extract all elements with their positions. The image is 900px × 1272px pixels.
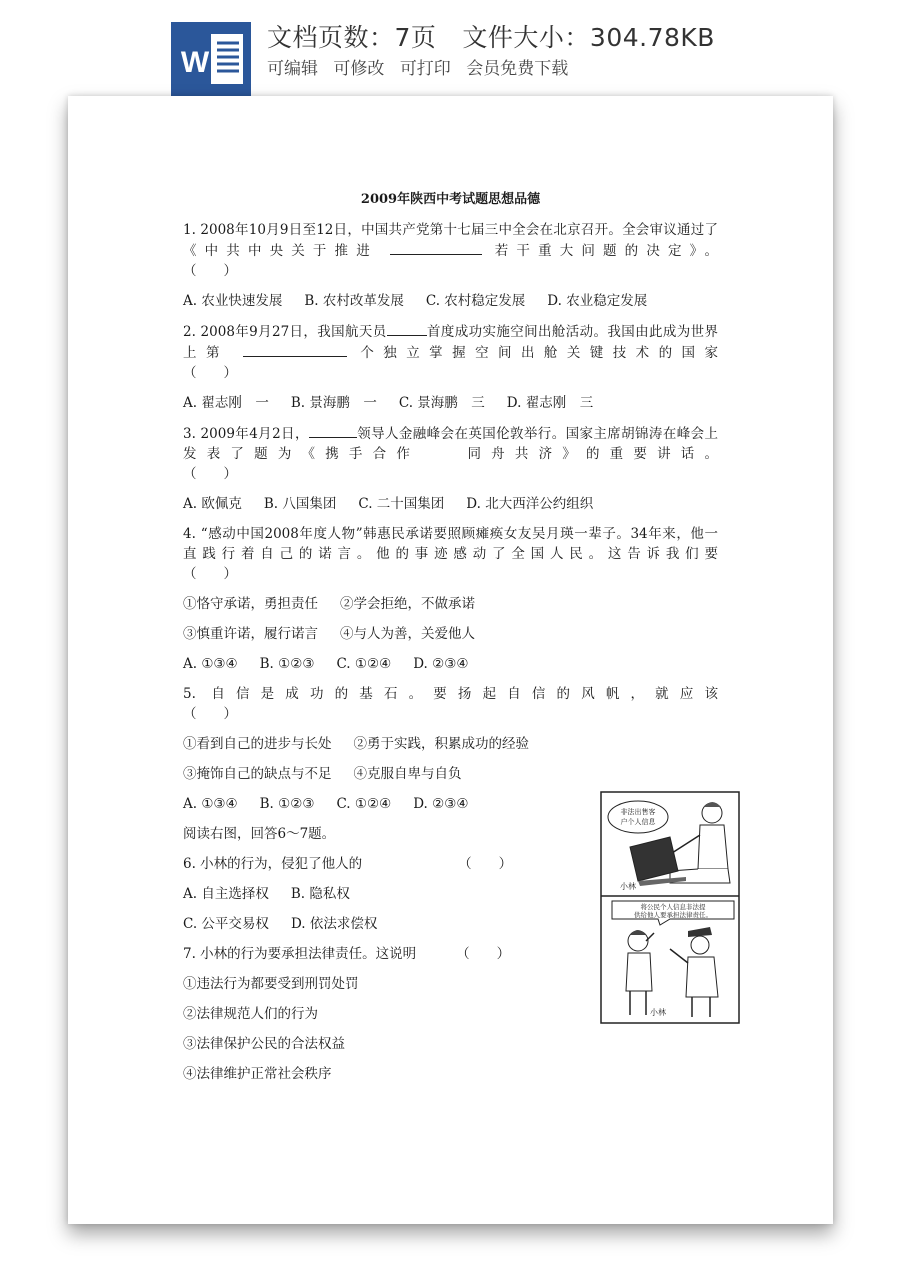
answer-blank — [309, 423, 357, 438]
bubble-top-line1: 非法出售客 — [620, 808, 656, 816]
bubble-bottom-line1: 将公民个人信息非法提 — [640, 903, 706, 911]
option-d: D. 依法求偿权 — [290, 916, 378, 932]
q5-line1: 5. 自信是成功的基石。要扬起自信的风帆，就应该 — [183, 686, 718, 702]
q4-line1: 4. “感动中国2008年度人物”韩惠民承诺要照顾瘫痪女友吴月瑛一辈子。34年来，他一 — [183, 526, 718, 542]
q4-line2: 直践行着自己的诺言。他的事迹感动了全国人民。这告诉我们要 — [183, 546, 718, 562]
question-1 — [183, 220, 718, 281]
q7-item-1: ①违法行为都要受到刑罚处罚 — [183, 976, 359, 992]
word-document-icon — [171, 22, 251, 96]
label-xiaolin-bottom: 小林 — [650, 1008, 666, 1017]
feature-editable: 可编辑 — [267, 59, 318, 79]
answer-paren: （ ） — [183, 263, 237, 279]
option-b: B. ①②③ — [259, 796, 315, 812]
question-3 — [183, 423, 718, 484]
answer-paren: （ ） — [183, 706, 237, 722]
option-b: B. 农村改革发展 — [304, 293, 404, 309]
q2-line1: 2. 2008年9月27日，我国航天员 首度成功实施空间出舱活动。我国由此成为世界 — [183, 321, 718, 342]
option-b: B. 八国集团 — [263, 496, 337, 512]
q2-options — [183, 393, 718, 413]
label-xiaolin-top: 小林 — [620, 882, 636, 891]
answer-blank — [390, 240, 482, 255]
question-2 — [183, 321, 718, 383]
q1-line1: 1. 2008年10月9日至12日，中国共产党第十七届三中全会在北京召开。全会审议通过了 — [183, 222, 718, 238]
option-c: C. ①②④ — [336, 796, 392, 812]
option-d: D. 北大西洋公约组织 — [466, 496, 594, 512]
svg-text:W: W — [180, 46, 210, 79]
q3-options — [183, 494, 718, 514]
question-7: 7. 小林的行为要承担法律责任。这说明 （ ） — [183, 946, 511, 962]
option-d: D. 翟志刚 三 — [506, 395, 594, 411]
q1-options — [183, 291, 718, 311]
option-c: C. 景海鹏 三 — [398, 395, 485, 411]
option-b: B. 隐私权 — [290, 886, 350, 902]
option-c: C. ①②④ — [336, 656, 392, 672]
feature-printable: 可打印 — [399, 59, 451, 79]
bubble-bottom-line2: 供给他人要承担法律责任。 — [634, 911, 712, 919]
answer-blank — [387, 321, 427, 336]
option-a: A. 欧佩克 — [183, 496, 242, 512]
answer-paren: （ ） — [456, 946, 511, 962]
option-a: A. ①③④ — [183, 796, 238, 812]
q3-line1: 3. 2009年4月2日， 领导人金融峰会在英国伦敦举行。国家主席胡锦涛在峰会上 — [183, 423, 718, 444]
feature-list — [267, 54, 578, 79]
option-a: A. 翟志刚 一 — [183, 395, 269, 411]
option-a: A. 农业快速发展 — [183, 293, 283, 309]
answer-paren: （ ） — [183, 566, 237, 582]
q3-line2: 发表了题为《携手合作 同舟共济》的重要讲话。 — [183, 446, 718, 462]
comic-illustration — [600, 791, 740, 1024]
statement: ③慎重许诺，履行诺言 — [183, 626, 318, 642]
statement: ③掩饰自己的缺点与不足 — [183, 766, 332, 782]
document-title: 2009年陕西中考试题思想品德 — [360, 192, 541, 207]
question-4 — [183, 524, 718, 584]
document-page — [68, 96, 833, 1224]
file-info-title — [267, 18, 715, 54]
q7-item-3: ③法律保护公民的合法权益 — [183, 1036, 345, 1052]
statement: ①恪守承诺，勇担责任 — [183, 596, 318, 612]
q4-statements-row2 — [183, 624, 718, 644]
option-a: A. ①③④ — [183, 656, 238, 672]
answer-paren: （ ） — [183, 365, 237, 381]
question-6: 6. 小林的行为，侵犯了他人的 （ ） — [183, 856, 513, 872]
q5-statements-row2 — [183, 764, 718, 784]
statement: ④克服自卑与自负 — [353, 766, 462, 782]
option-d: D. 农业稳定发展 — [547, 293, 648, 309]
statement: ①看到自己的进步与长处 — [183, 736, 332, 752]
q5-statements-row1 — [183, 734, 718, 754]
reading-instruction: 阅读右图，回答6～7题。 — [183, 826, 336, 842]
q7-item-4: ④法律维护正常社会秩序 — [183, 1066, 332, 1082]
answer-blank — [243, 342, 347, 357]
q2-line2: 上第 个独立掌握空间出舱关键技术的国家 — [183, 342, 718, 363]
feature-modifiable: 可修改 — [333, 59, 385, 79]
option-c: C. 农村稳定发展 — [425, 293, 526, 309]
q7-item-2: ②法律规范人们的行为 — [183, 1006, 318, 1022]
option-d: D. ②③④ — [413, 656, 469, 672]
answer-paren: （ ） — [183, 466, 237, 482]
question-5 — [183, 684, 718, 724]
q4-statements-row1 — [183, 594, 718, 614]
q4-options — [183, 654, 718, 674]
option-d: D. ②③④ — [413, 796, 469, 812]
option-c: C. 二十国集团 — [358, 496, 445, 512]
statement: ②勇于实践，积累成功的经验 — [353, 736, 529, 752]
statement: ④与人为善，关爱他人 — [340, 626, 475, 642]
option-a: A. 自主选择权 — [183, 886, 269, 902]
page-count: 文档页数：7页 — [267, 23, 437, 52]
option-b: B. ①②③ — [259, 656, 315, 672]
answer-paren: （ ） — [458, 856, 513, 872]
file-size: 文件大小：304.78KB — [462, 23, 715, 52]
q1-line2: 《中共中央关于推进 若干重大问题的决定》。 — [183, 240, 718, 261]
statement: ②学会拒绝，不做承诺 — [340, 596, 475, 612]
feature-member-download: 会员免费下载 — [466, 59, 569, 79]
option-b: B. 景海鹏 一 — [290, 395, 377, 411]
option-c: C. 公平交易权 — [183, 916, 269, 932]
bubble-top-line2: 户个人信息 — [620, 818, 656, 826]
